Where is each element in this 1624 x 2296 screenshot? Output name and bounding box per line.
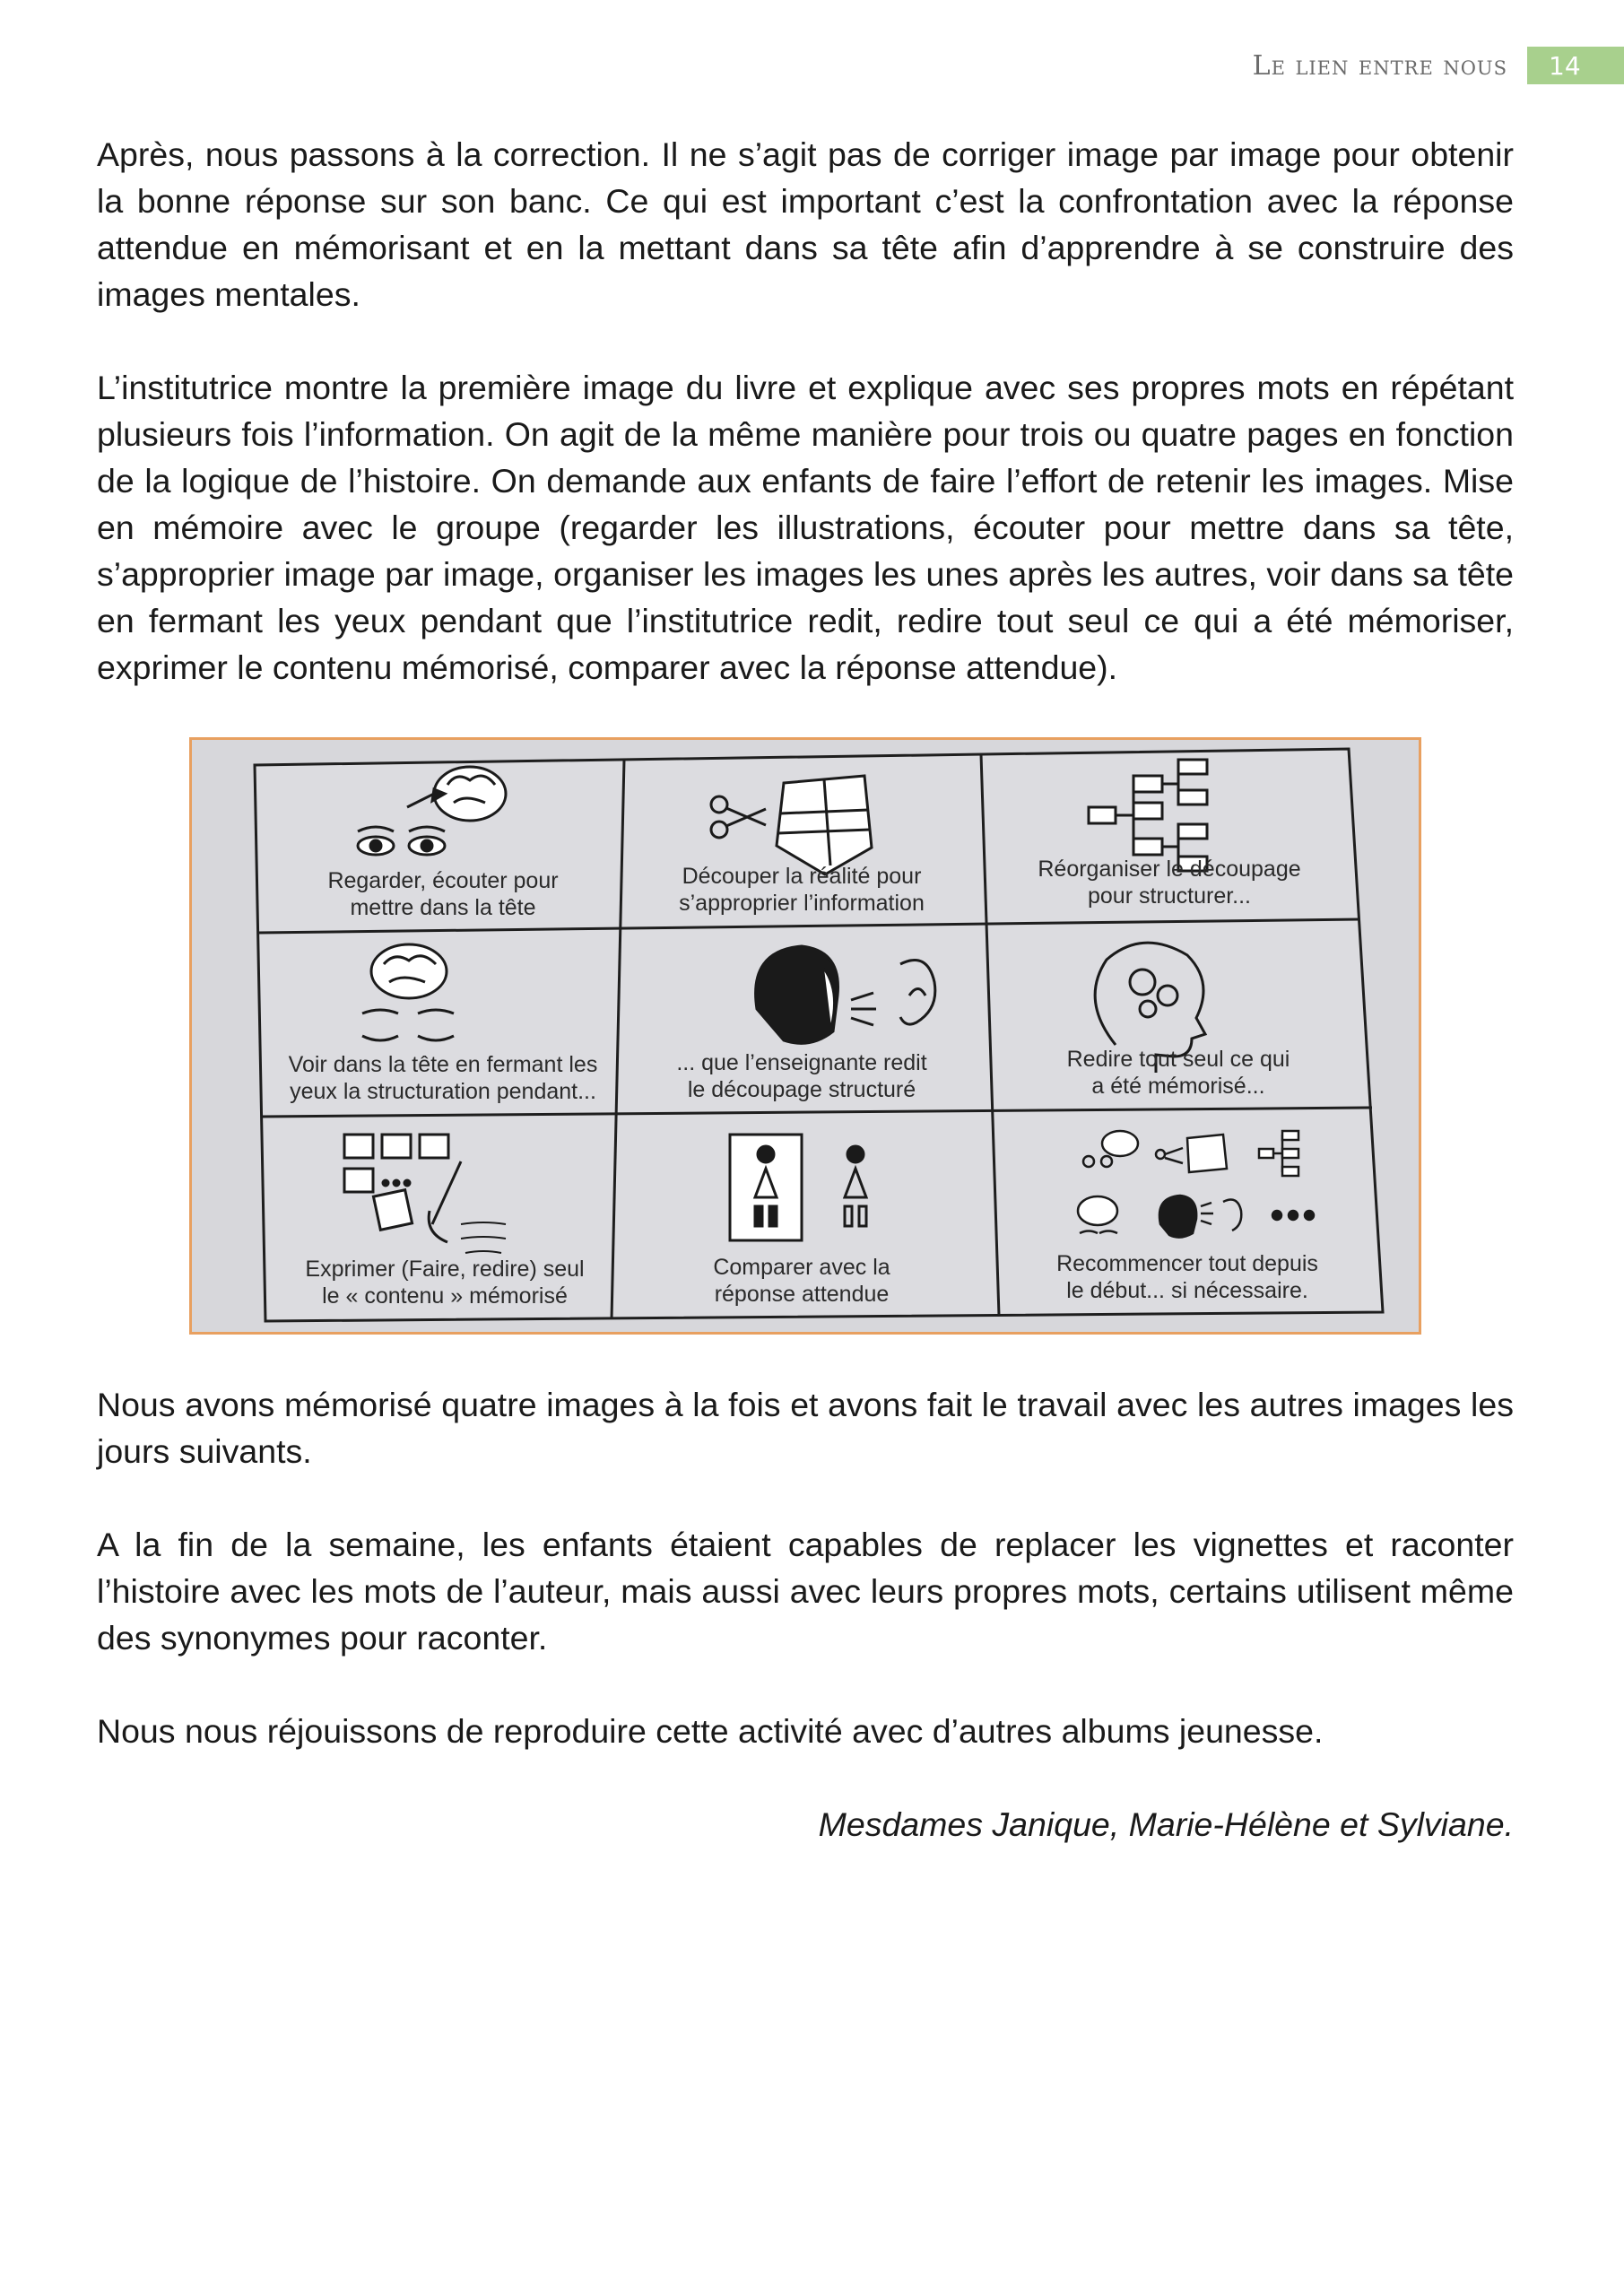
memorisation-steps-figure [189,737,1421,1335]
paragraph-correction: Après, nous passons à la correction. Il ne s’agit pas de corriger image par image pour obtenir la bonne réponse sur son banc. Ce qui est important c’est la confrontation avec la réponse attendue en mémorisant et en la mettant dans sa tête afin d’apprendre à se construire des images mentales. [97,135,1514,313]
caption-1-line2: mettre dans la tête [350,895,536,920]
running-title: Le lien entre nous [1252,49,1507,82]
caption-3-line1: Réorganiser le découpage [1038,857,1301,882]
caption-9-line1: Recommencer tout depuis [1056,1251,1318,1276]
caption-2-line2: s’approprier l’information [679,891,925,916]
caption-4-line1: Voir dans la tête en fermant les [288,1052,598,1077]
signature: Mesdames Janique, Marie-Hélène et Sylviane. [818,1805,1514,1843]
paragraph-method: L’institutrice montre la première image du livre et explique avec ses propres mots en répétant plusieurs fois l’information. On agit de la même manière pour trois ou quatre pages en fonction de la logique de l’histoire. On demande aux enfants de faire l’effort de retenir les images. Mise en mémoire avec le groupe (regarder les illustrations, écouter pour mettre dans sa tête, s’approprier image par image, organiser les images les unes après les autres, voir dans sa tête en fermant les yeux pendant que l’institutrice redit, redire tout seul ce qui a été mémoriser, exprimer le contenu mémorisé, comparer avec la réponse attendue). [97,369,1514,686]
caption-5-line2: le découpage structuré [687,1077,916,1102]
caption-8-line1: Comparer avec la [713,1255,890,1280]
paragraph-conclusion: Nous nous réjouissons de reproduire cette activité avec d’autres albums jeunesse. [97,1712,1324,1750]
caption-7-line1: Exprimer (Faire, redire) seul [305,1257,585,1282]
caption-3-line2: pour structurer... [1087,883,1252,909]
caption-8-line2: réponse attendue [714,1282,890,1307]
caption-2-line1: Découper la réalité pour [682,864,922,889]
page-content [97,131,1514,1848]
caption-5-line1: ... que l’enseignante redit [676,1050,927,1075]
paragraph-four-images: Nous avons mémorisé quatre images à la fois et avons fait le travail avec les autres images les jours suivants. [97,1386,1514,1470]
page-number-badge: 14 [1527,47,1624,84]
page-header [1253,47,1624,84]
paragraph-end-of-week: A la fin de la semaine, les enfants étaient capables de replacer les vignettes et raconter l’histoire avec les mots de l’auteur, mais aussi avec leurs propres mots, certains utilisent même des synonymes pour raconter. [97,1526,1514,1657]
caption-6-line1: Redire tout seul ce qui [1066,1047,1290,1072]
caption-4-line2: yeux la structuration pendant... [290,1079,596,1104]
figure-svg [192,740,1419,1332]
caption-1-line1: Regarder, écouter pour [327,868,559,893]
caption-7-line2: le « contenu » mémorisé [322,1283,568,1309]
caption-6-line2: a été mémorisé... [1091,1074,1265,1099]
caption-9-line2: le début... si nécessaire. [1066,1278,1308,1303]
